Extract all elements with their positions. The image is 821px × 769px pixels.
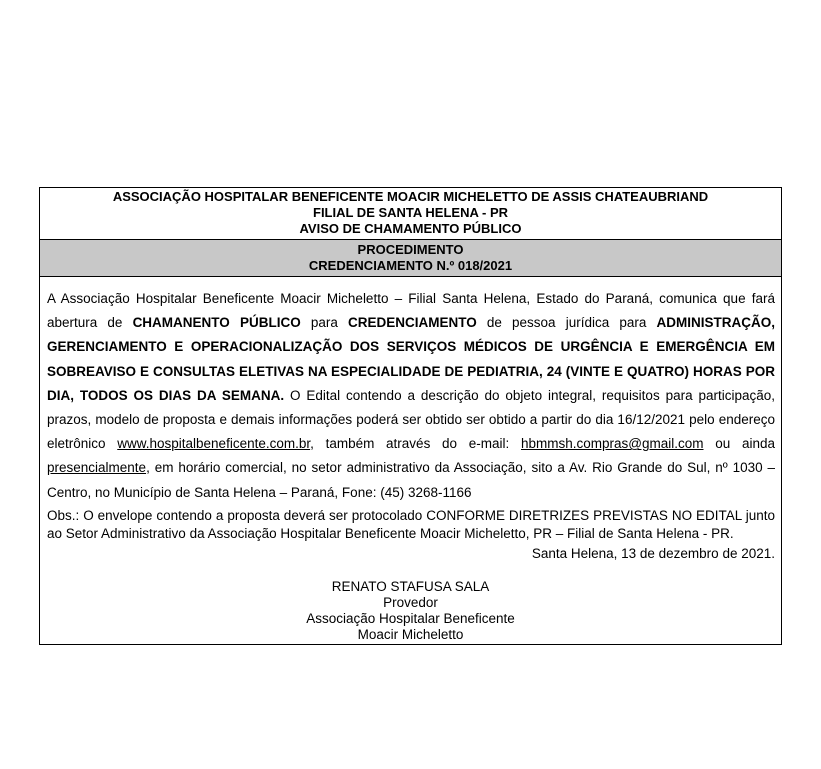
signatory-name: RENATO STAFUSA SALA bbox=[331, 578, 490, 594]
text-segment: A Associação Hospitalar Beneficente Moacir Micheletto – Filial Santa Helena, Estado do Paraná, comunica que fará abertura de bbox=[47, 291, 775, 331]
in-person-text: presencialmente bbox=[47, 460, 147, 476]
text-segment: O Edital contendo a descrição do objeto integral, requisitos para participação, prazos, modelo de proposta e demais informações poderá ser obtido ser obtido a partir do dia 16/12/2021 pelo endereço eletrônico bbox=[47, 387, 776, 452]
procedure-label: PROCEDIMENTO bbox=[357, 242, 464, 257]
main-paragraph bbox=[47, 287, 775, 505]
bold-call-title: CHAMANENTO PÚBLICO bbox=[132, 315, 301, 331]
email-link[interactable]: hbmmsh.compras@gmail.com bbox=[520, 436, 704, 452]
observation-paragraph: Obs.: O envelope contendo a proposta deverá ser protocolado CONFORME DIRETRIZES PREVISTAS NO EDITAL junto ao Setor Administrativo da Associação Hospitalar Beneficente Moacir Micheletto, PR – Filial de Santa Helena - PR. bbox=[47, 507, 775, 541]
text-segment: para bbox=[300, 315, 348, 331]
signatory-org-line2: Moacir Micheletto bbox=[357, 626, 464, 642]
procedure-number: CREDENCIAMENTO N.º 018/2021 bbox=[308, 258, 513, 273]
procedure-banner bbox=[40, 240, 781, 277]
header-branch: FILIAL DE SANTA HELENA - PR bbox=[313, 205, 508, 220]
text-segment: , em horário comercial, no setor administrativo da Associação, sito a Av. Rio Grande do Sul, nº 1030 – Centro, no Município de Santa Helena – Paraná, Fone: (45) 3268-1166 bbox=[47, 460, 775, 500]
text-segment: de pessoa jurídica para bbox=[476, 315, 657, 331]
bold-service-scope: ADMINISTRAÇÃO, GERENCIAMENTO E OPERACIONALIZAÇÃO DOS SERVIÇOS MÉDICOS DE URGÊNCIA E EMERGÊNCIA EM SOBREAVISO E CONSULTAS ELETIVAS NA ESPECIALIDADE DE PEDIATRIA, 24 (VINTE E QUATRO) HORAS POR DIA, TODOS OS DIAS DA SEMANA. bbox=[47, 315, 775, 403]
website-link[interactable]: www.hospitalbeneficente.com.br bbox=[117, 436, 311, 452]
signature-block bbox=[40, 579, 781, 644]
text-segment: ou ainda bbox=[703, 436, 775, 452]
signatory-role: Provedor bbox=[383, 594, 438, 610]
text-segment: , também através do e-mail: bbox=[310, 436, 521, 452]
public-notice bbox=[39, 187, 782, 645]
bold-accreditation: CREDENCIAMENTO bbox=[347, 315, 477, 331]
signatory-org-line1: Associação Hospitalar Beneficente bbox=[306, 610, 515, 626]
place-date: Santa Helena, 13 de dezembro de 2021. bbox=[531, 545, 775, 561]
notice-header bbox=[40, 188, 781, 240]
notice-body bbox=[40, 277, 781, 563]
header-notice-title: AVISO DE CHAMAMENTO PÚBLICO bbox=[299, 221, 522, 236]
header-institution: ASSOCIAÇÃO HOSPITALAR BENEFICENTE MOACIR MICHELETTO DE ASSIS CHATEAUBRIAND bbox=[112, 189, 709, 204]
